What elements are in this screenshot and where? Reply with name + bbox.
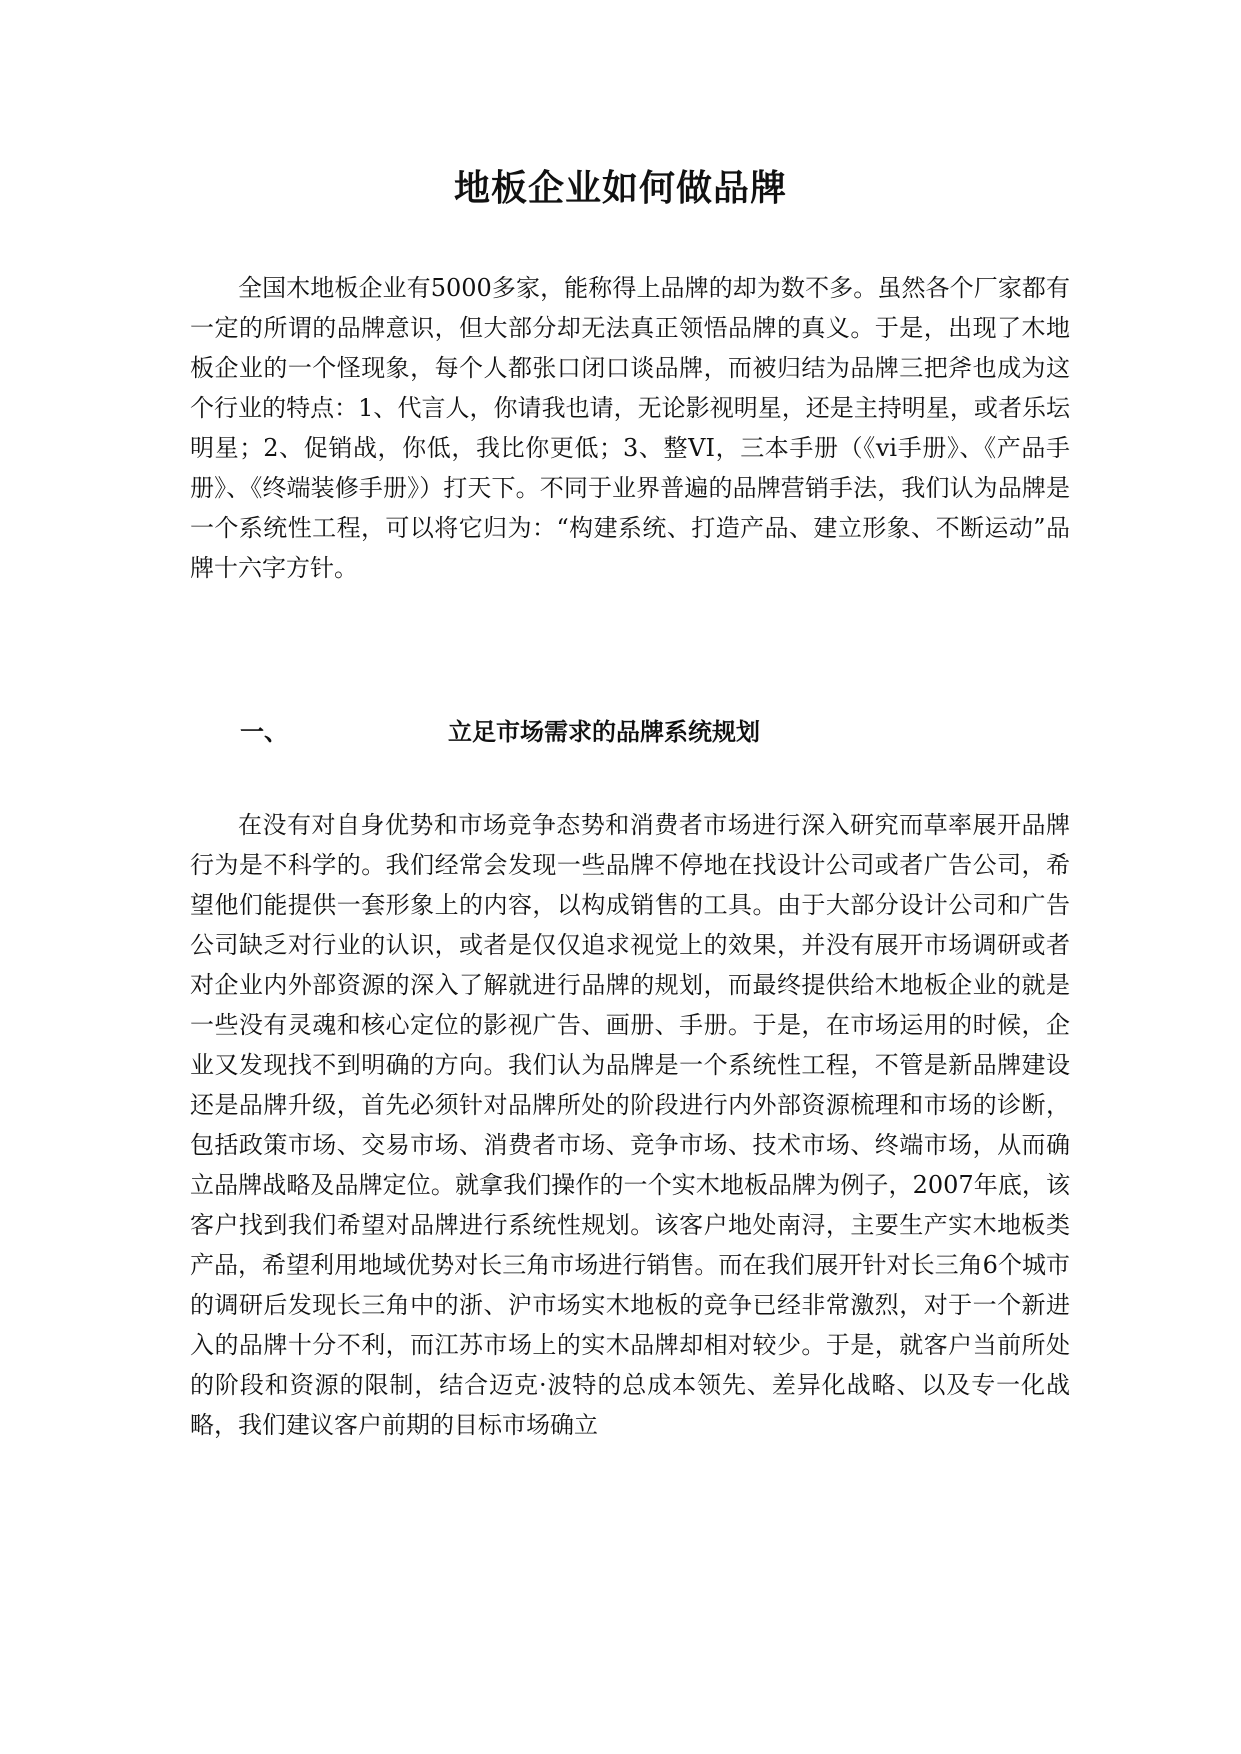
document-title: 地板企业如何做品牌 [453, 167, 787, 209]
section-number: 一、 [240, 717, 288, 746]
intro-paragraph: 全国木地板企业有5000多家，能称得上品牌的却为数不多。虽然各个厂家都有一定的所谓的品牌意识，但大部分却无法真正领悟品牌的真义。于是，出现了木地板企业的一个怪现象，每个人都张口闭口谈品牌，而被归结为品牌三把斧也成为这个行业的特点：1、代言人，你请我也请，无论影视明星，还是主持明星，或者乐坛明星；2、促销战，你低，我比你更低；3、整VI，三本手册（《vi手册》、《产品手册》、《终端装修手册》）打天下。不同于业界普遍的品牌营销手法，我们认为品牌是一个系统性工程，可以将它归为：“构建系统、打造产品、建立形象、不断运动”品牌十六字方针。 [190, 274, 1070, 582]
section-title: 立足市场需求的品牌系统规划 [448, 717, 760, 746]
section-heading [240, 712, 1040, 752]
section-paragraph: 在没有对自身优势和市场竞争态势和消费者市场进行深入研究而草率展开品牌行为是不科学的。我们经常会发现一些品牌不停地在找设计公司或者广告公司，希望他们能提供一套形象上的内容，以构成销售的工具。由于大部分设计公司和广告公司缺乏对行业的认识，或者是仅仅追求视觉上的效果，并没有展开市场调研或者对企业内外部资源的深入了解就进行品牌的规划，而最终提供给木地板企业的就是一些没有灵魂和核心定位的影视广告、画册、手册。于是，在市场运用的时候，企业又发现找不到明确的方向。我们认为品牌是一个系统性工程，不管是新品牌建设还是品牌升级，首先必须针对品牌所处的阶段进行内外部资源梳理和市场的诊断，包括政策市场、交易市场、消费者市场、竞争市场、技术市场、终端市场，从而确立品牌战略及品牌定位。就拿我们操作的一个实木地板品牌为例子，2007年底，该客户找到我们希望对品牌进行系统性规划。该客户地处南浔，主要生产实木地板类产品，希望利用地域优势对长三角市场进行销售。而在我们展开针对长三角6个城市的调研后发现长三角中的浙、沪市场实木地板的竞争已经非常激烈，对于一个新进入的品牌十分不利，而江苏市场上的实木品牌却相对较少。于是，就客户当前所处的阶段和资源的限制，结合迈克·波特的总成本领先、差异化战略、以及专一化战略，我们建议客户前期的目标市场确立 [190, 811, 1070, 1439]
